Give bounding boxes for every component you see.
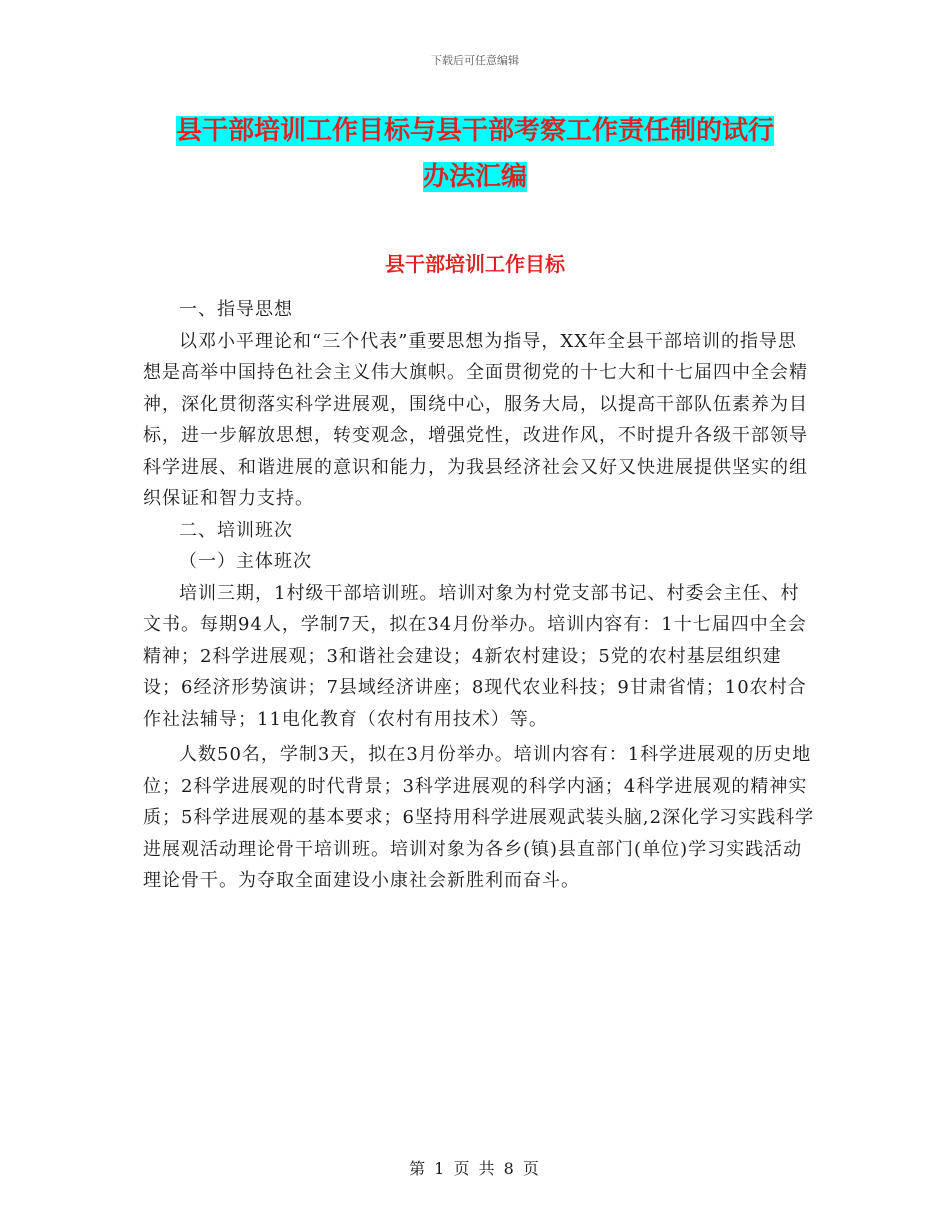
page-footer: 第 1 页 共 8 页 — [409, 1159, 541, 1178]
document-title — [110, 108, 840, 200]
paragraph-village-training: 培训三期，1村级干部培训班。培训对象为村党支部书记、村委会主任、村文书。每期94人，学制7天，拟在34月份举办。培训内容有：1十七届四中全会精神；2科学进展观；3和谐社会建设；4新农村建设；5党的农村基层组织建设；6经济形势演讲；7县域经济讲座；8现代农业科技；9甘肃省情；10农村合作社法辅导；11电化教育（农村有用技术）等。 — [143, 582, 807, 730]
heading-main-classes: （一）主体班次 — [179, 551, 312, 572]
heading-guiding-thought: 一、指导思想 — [179, 299, 293, 320]
document-body — [143, 294, 815, 897]
section-title: 县干部培训工作目标 — [385, 252, 565, 276]
heading-training-classes: 二、培训班次 — [179, 519, 293, 541]
header-note: 下载后可任意编辑 — [431, 54, 519, 67]
title-line-1: 县干部培训工作目标与县干部考察工作责任制的试行 — [175, 116, 774, 146]
paragraph-theory-training: 人数50名，学制3天，拟在3月份举办。培训内容有：1科学进展观的历史地位；2科学进展观的时代背景；3科学进展观的科学内涵；4科学进展观的精神实质；5科学进展观的基本要求；6坚持用科学进展观武装头脑,2深化学习实践科学进展观活动理论骨干培训班。培训对象为各乡(镇)县直部门(单位)学习实践活动理论骨干。为夺取全面建设小康社会新胜利而奋斗。 — [143, 744, 815, 891]
title-line-2: 办法汇编 — [422, 162, 527, 192]
paragraph-guiding-thought: 以邓小平理论和“三个代表”重要思想为指导，XX年全县干部培训的指导思想是高举中国持色社会主义伟大旗帜。全面贯彻党的十七大和十七届四中全会精神，深化贯彻落实科学进展观，围绕中心，服务大局，以提高干部队伍素养为目标，进一步解放思想，转变观念，增强党性，改进作风，不时提升各级干部领导科学进展、和谐进展的意识和能力，为我县经济社会又好又快进展提供坚实的组织保证和智力支持。 — [143, 330, 808, 509]
